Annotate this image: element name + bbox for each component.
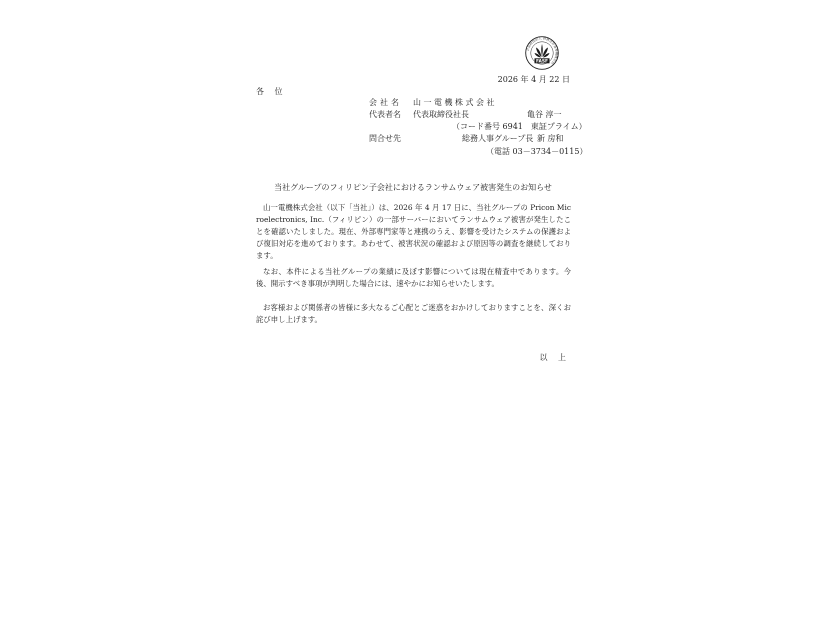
contact-phone: （電話 03－3734－0115） [486,147,588,156]
body-paragraph-2: なお、本件による当社グループの業績に及ぼす影響については現在精査中であります。今後、開示すべき事項が判明した場合には、速やかにお知らせいたします。 [256,267,571,288]
closing-mark: 以 上 [539,353,570,362]
svg-text:公益財団法人 財務会計基準機構会員: 公益財団法人 財務会計基準機構会員 [525,36,559,66]
fasf-text: FASF [535,59,549,65]
company-label: 会社名 [369,98,402,107]
company-name: 山一電機株式会社 [413,98,497,107]
contact-label: 問合せ先 [369,134,401,143]
representative-name: 亀谷 淳一 [527,110,562,119]
fasf-logo [525,36,559,70]
addressee: 各 位 [256,87,287,96]
body-paragraph-1: 山一電機株式会社（以下「当社」）は、2026 年 4 月 17 日に、当社グループの Pricon Microelectronics, Inc.（フィリピン）の一部サーバーにおいてランサムウェア被害が発生したことを確認いたしました。現在、外部専門家等と連携のうえ、影響を受けたシステムの保護および復旧対応を進めております。あわせて、被害状況の確認および原因等の調査を継続しております。 [256,203,571,260]
fasf-leaf-emblem-icon [525,36,559,70]
representative-title: 代表取締役社長 [413,110,469,119]
contact-name: 新 房和 [537,134,564,143]
representative-label: 代表者名 [369,110,401,119]
document-title: 当社グループのフィリピン子会社におけるランサムウェア被害発生のお知らせ [274,183,552,192]
stock-code: （コード番号 6941 東証プライム） [452,122,587,131]
contact-title: 総務人事グループ長 [462,134,534,143]
body-paragraph-3: お客様および関係者の皆様に多大なるご心配とご迷惑をおかけしておりますことを、深くお詫び申し上げます。 [256,303,571,324]
release-date: 2026 年 4 月 22 日 [497,75,570,84]
